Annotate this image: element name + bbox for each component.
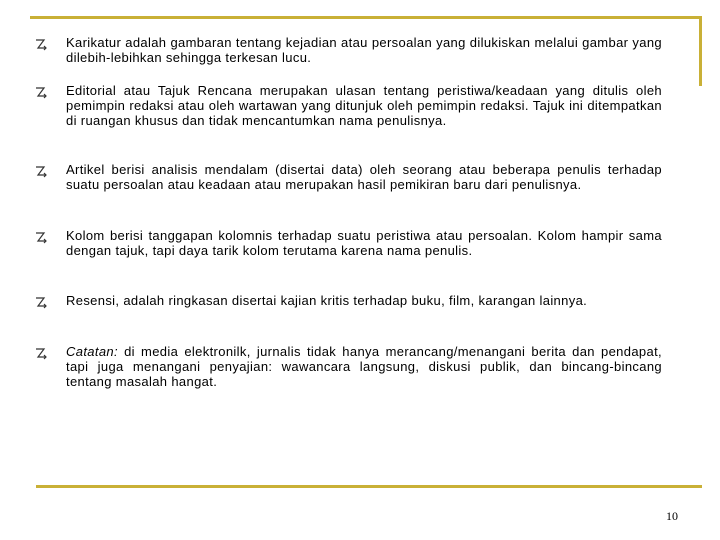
bottom-rule (36, 485, 702, 488)
z-arrow-bullet-icon (34, 164, 48, 178)
top-rule (30, 16, 702, 19)
bullet-body: Artikel berisi analisis mendalam (disertai data) oleh seorang atau beberapa penulis terhadap suatu persoalan atau keadaan atau merupakan hasil pemikiran baru dari penulisnya. (66, 162, 662, 192)
right-rule (699, 16, 702, 86)
bullet-body: Karikatur adalah gambaran tentang kejadian atau persoalan yang dilukiskan melalui gambar yang dilebih-lebihkan sehingga terkesan lucu. (66, 35, 662, 65)
bullet-body: Kolom berisi tanggapan kolomnis terhadap suatu peristiwa atau persoalan. Kolom hampir sama dengan tajuk, tapi daya tarik kolom terutama karena nama penulis. (66, 228, 662, 258)
z-arrow-bullet-icon (34, 230, 48, 244)
page-number: 10 (666, 509, 678, 523)
z-arrow-bullet-icon (34, 37, 48, 51)
bullet-text (66, 228, 662, 258)
z-arrow-bullet-icon (34, 346, 48, 360)
bullet-text (66, 83, 662, 128)
bullet-text (66, 35, 662, 65)
bullet-body: Editorial atau Tajuk Rencana merupakan ulasan tentang peristiwa/keadaan yang ditulis oleh pemimpin redaksi atau oleh wartawan yang ditunjuk oleh pemimpin redaksi. Tajuk ini ditempatkan di ruangan khusus dan tidak mencantumkan nama penulisnya. (66, 83, 662, 128)
bullet-text (66, 344, 662, 389)
z-arrow-bullet-icon (34, 85, 48, 99)
bullet-lead: Catatan: (66, 344, 118, 359)
bullet-body: di media elektronilk, jurnalis tidak hanya merancang/menangani berita dan pendapat, tapi juga menangani penyajian: wawancara langsung, diskusi publik, dan bincang-bincang tentang masalah hangat. (66, 344, 662, 389)
bullet-text (66, 162, 662, 192)
bullet-body: Resensi, adalah ringkasan disertai kajian kritis terhadap buku, film, karangan lainnya. (66, 293, 588, 308)
z-arrow-bullet-icon (34, 295, 48, 309)
bullet-text (66, 293, 662, 308)
